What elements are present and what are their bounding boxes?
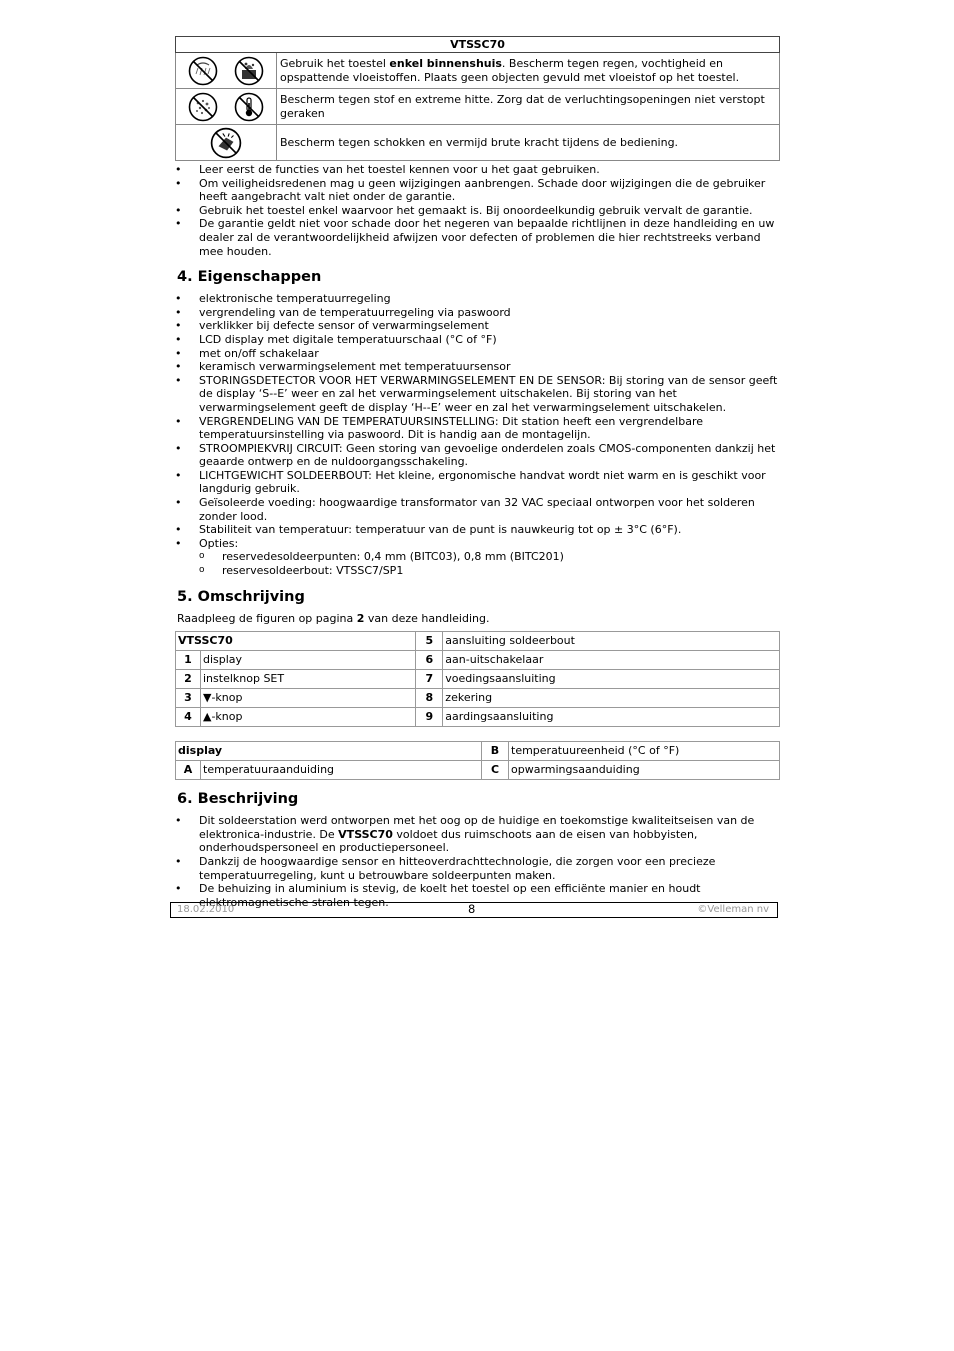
list-item: • verklikker bij defecte sensor of verwarmingselement [175,319,780,333]
list-item: • De garantie geldt niet voor schade door het negeren van bepaalde richtlijnen in deze handleiding en uw dealer zal de verantwoordelijkheid afwijzen voor defecten of problemen die hier rechtstreeks verband mee houden. [175,217,780,258]
page-footer [170,902,778,918]
list-item: • Opties: [175,537,780,551]
no-heat-icon [234,92,264,122]
safety-icons-2 [176,89,277,125]
list-item: o reservesoldeerbout: VTSSC7/SP1 [175,564,780,578]
no-liquid-icon [234,56,264,86]
parts-table: VTSSC70 5 aansluiting soldeerbout 1 display 6 aan-uitschakelaar 2 instelknop SET 7 voedingsaansluiting 3 ▼-knop 8 zekering 4 ▲-knop 9 aardingsaansluiting [175,631,780,727]
list-item: • De behuizing in aluminium is stevig, de koelt het toestel op een efficiënte manier en houdt elektromagnetische stralen tegen. [175,882,780,909]
table-row: A temperatuuraanduiding C opwarmingsaanduiding [176,761,780,780]
list-item: • keramisch verwarmingselement met temperatuursensor [175,360,780,374]
list-item: • Leer eerst de functies van het toestel kennen voor u het gaat gebruiken. [175,163,780,177]
table-header: VTSSC70 [176,632,416,651]
safety-text-1: Gebruik het toestel enkel binnenshuis. Bescherm tegen regen, vochtigheid en opspattende vloeistoffen. Plaats geen objecten gevuld met vloeistof op het toestel. [277,53,780,89]
section-5-intro: Raadpleeg de figuren op pagina 2 van deze handleiding. [177,611,490,625]
table-row: 1 display 6 aan-uitschakelaar [176,651,780,670]
list-item: • STORINGSDETECTOR VOOR HET VERWARMINGSELEMENT EN DE SENSOR: Bij storing van de sensor geeft de display ‘S--E’ weer en zal het verwarmingselement uitschakelen. Bij storing van het verwarmingselement geeft de display ‘H--E’ weer en zal het verwarmingselement uitschakelen. [175,374,780,415]
page-number: 8 [468,902,476,916]
list-item: • VERGRENDELING VAN DE TEMPERATUURSINSTELLING: Dit station heeft een vergrendelbare temperatuursinstelling via paswoord. Dit is handig aan de montagelijn. [175,415,780,442]
safety-text-3: Bescherm tegen schokken en vermijd brute kracht tijdens de bediening. [277,125,780,161]
page-content [175,36,780,909]
options-sublist [175,550,780,577]
list-item: • met on/off schakelaar [175,347,780,361]
list-item: • Dit soldeerstation werd ontworpen met het oog op de huidige en toekomstige kwaliteitseisen van de elektronica-industrie. De VTSSC70 voldoet dus ruimschoots aan de eisen van hobbyisten, onderhoudspersoneel en productiepersoneel. [175,814,780,855]
list-item: • Om veiligheidsredenen mag u geen wijzigingen aanbrengen. Schade door wijzigingen die de gebruiker heeft aangebracht valt niet onder de garantie. [175,177,780,204]
list-item: • Dankzij de hoogwaardige sensor en hitteoverdrachttechnologie, die zorgen voor een precieze temperatuurregeling, kunt u betrouwbare soldeerpunten maken. [175,855,780,882]
no-rain-icon [188,56,218,86]
section-5-heading: 5. Omschrijving [177,588,305,605]
section-6-heading: 6. Beschrijving [177,791,299,808]
table-row: 2 instelknop SET 7 voedingsaansluiting [176,670,780,689]
safety-icons-1 [176,53,277,89]
list-item: • elektronische temperatuurregeling [175,292,780,306]
section-4-heading: 4. Eigenschappen [177,269,322,286]
list-item: • vergrendeling van de temperatuurregeling via paswoord [175,306,780,320]
list-item: • Geïsoleerde voeding: hoogwaardige transformator van 32 VAC speciaal ontworpen voor het solderen zonder lood. [175,496,780,523]
list-item: o reservedesoldeerpunten: 0,4 mm (BITC03), 0,8 mm (BITC201) [175,550,780,564]
table-row: 4 ▲-knop 9 aardingsaansluiting [176,708,780,727]
list-item: • LCD display met digitale temperatuurschaal (°C of °F) [175,333,780,347]
safety-text-2: Bescherm tegen stof en extreme hitte. Zorg dat de verluchtingsopeningen niet verstopt geraken [277,89,780,125]
list-item: • Stabiliteit van temperatuur: temperatuur van de punt is nauwkeurig tot op ± 3°C (6°F). [175,523,780,537]
no-shock-icon [210,127,242,159]
safety-icons-3 [176,125,277,161]
features-list [175,292,780,550]
list-item: • STROOMPIEKVRIJ CIRCUIT: Geen storing van gevoelige onderdelen zoals CMOS-componenten dankzij het geaarde ontwerp en de nuldoorgangsschakeling. [175,442,780,469]
table-header: display [176,742,482,761]
no-dust-icon [188,92,218,122]
list-item: • LICHTGEWICHT SOLDEERBOUT: Het kleine, ergonomische handvat wordt niet warm en is geschikt voor langdurig gebruik. [175,469,780,496]
table-row: 3 ▼-knop 8 zekering [176,689,780,708]
display-table: display B temperatuureenheid (°C of °F) A temperatuuraanduiding C opwarmingsaanduiding [175,741,780,780]
safety-table-header: VTSSC70 [176,37,780,53]
description-list [175,814,780,909]
intro-bullets [175,163,780,258]
footer-date: 18.02.2010 [177,904,235,915]
list-item: • Gebruik het toestel enkel waarvoor het gemaakt is. Bij onoordeelkundig gebruik vervalt de garantie. [175,204,780,218]
safety-table [175,36,780,161]
footer-copyright: ©Velleman nv [697,904,769,915]
